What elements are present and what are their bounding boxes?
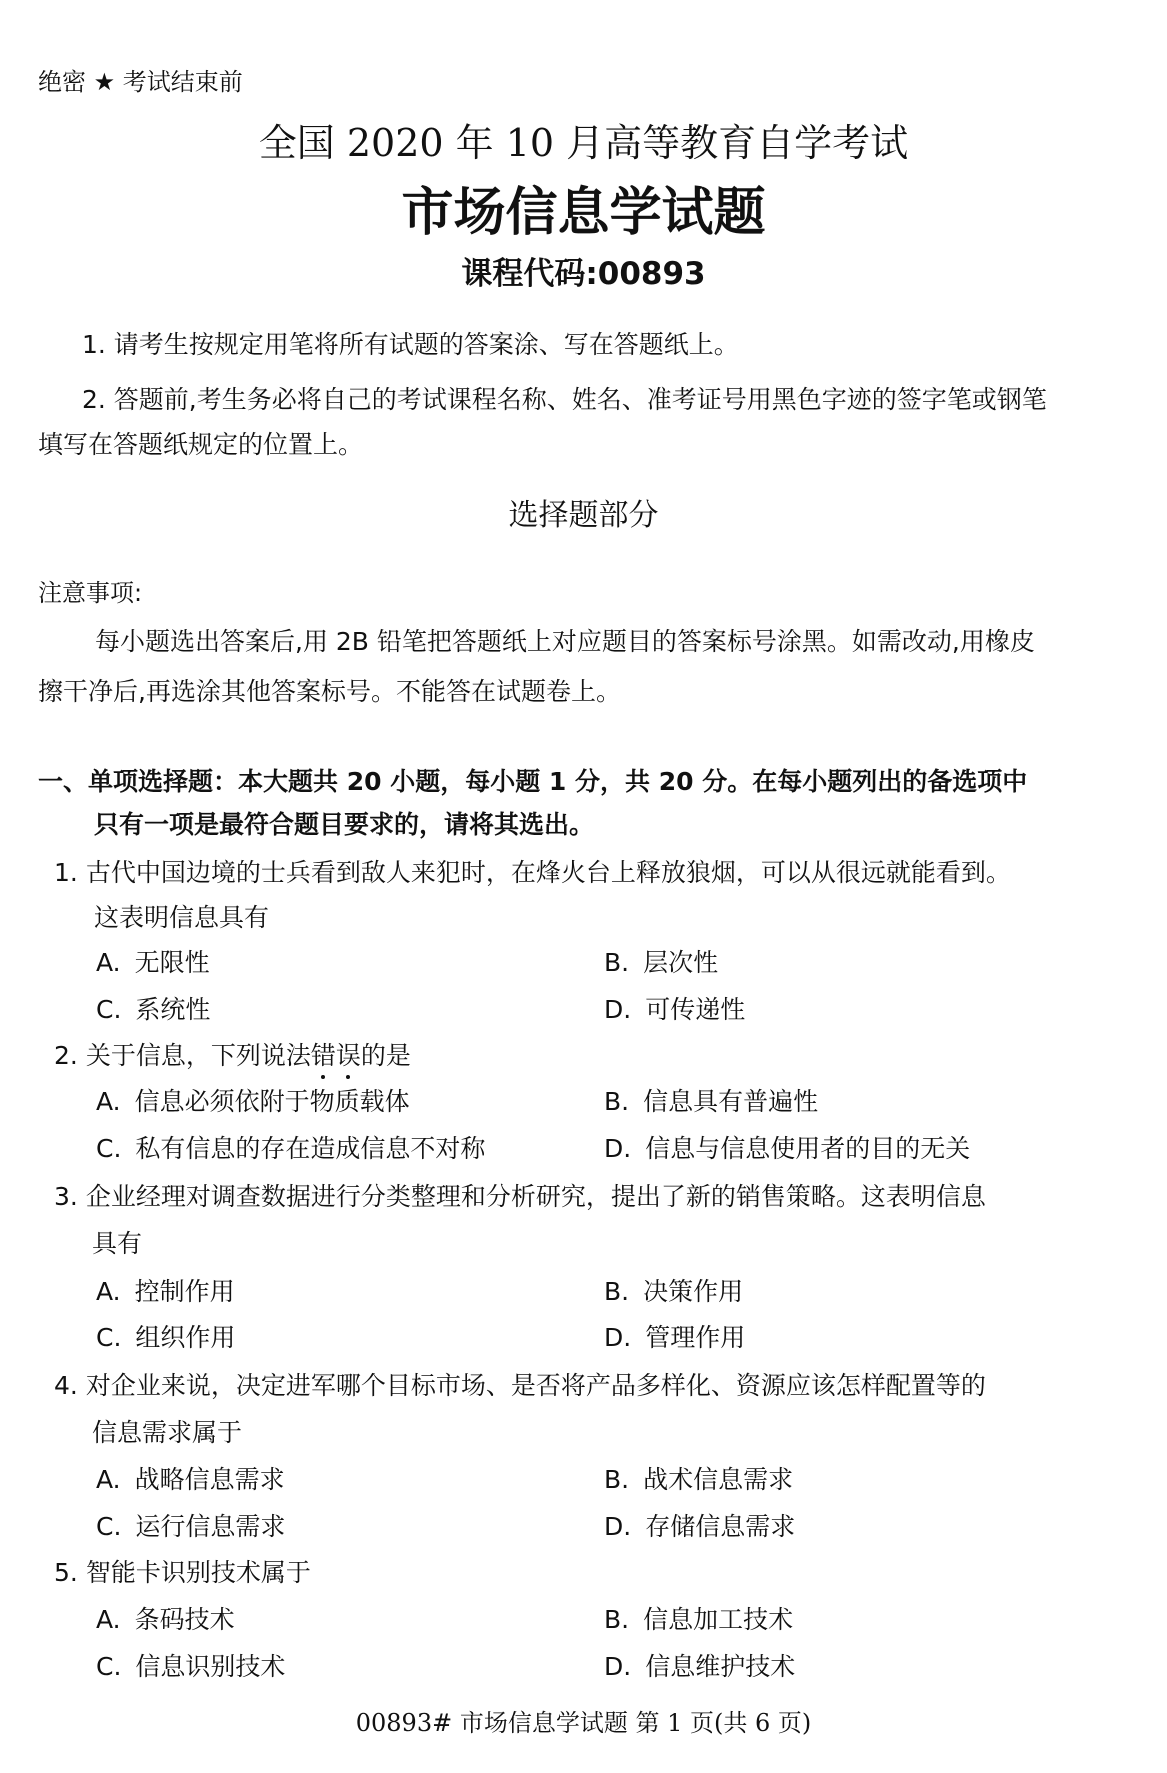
option-text: 组织作用 (135, 1323, 236, 1352)
option-letter: B. (604, 1277, 630, 1306)
option-b (604, 1600, 793, 1636)
option-letter: B. (604, 948, 630, 977)
option-letter: D. (604, 1134, 632, 1163)
option-letter: B. (604, 1087, 630, 1116)
option-letter: A. (96, 1087, 121, 1116)
option-text: 战略信息需求 (134, 1465, 285, 1494)
option-text: 信息维护技术 (645, 1652, 796, 1681)
option-text: 战术信息需求 (643, 1465, 794, 1494)
instruction-1: 1. 请考生按规定用笔将所有试题的答案涂、写在答题纸上。 (82, 330, 739, 359)
option-letter: C. (96, 995, 122, 1024)
option-d (604, 1318, 745, 1354)
option-a (96, 1460, 285, 1496)
notice-line-1: 每小题选出答案后,用 2B 铅笔把答题纸上对应题目的答案标号涂黑。如需改动,用橡皮 (95, 627, 1035, 656)
question-line: 对企业来说，决定进军哪个目标市场、是否将产品多样化、资源应该怎样配置等的 (85, 1371, 986, 1400)
instruction-2-cont: 填写在答题纸规定的位置上。 (38, 430, 364, 459)
instruction-2: 2. 答题前,考生务必将自己的考试课程名称、姓名、准考证号用黑色字迹的签字笔或钢笔 (82, 385, 1047, 414)
question-number: 3. (54, 1182, 78, 1211)
option-letter: D. (604, 1512, 632, 1541)
option-text: 可传递性 (645, 995, 746, 1024)
option-text: 信息加工技术 (643, 1605, 794, 1634)
question-prefix: 关于信息，下列说法 (85, 1041, 311, 1070)
option-text: 管理作用 (645, 1323, 746, 1352)
question-5-text (54, 1553, 311, 1589)
option-text: 系统性 (135, 995, 211, 1024)
question-4-text-cont: 信息需求属于 (92, 1418, 243, 1447)
option-text: 条码技术 (134, 1605, 235, 1634)
question-line: 企业经理对调查数据进行分类整理和分析研究，提出了新的销售策略。这表明信息 (85, 1182, 986, 1211)
question-1-text-cont: 这表明信息具有 (94, 903, 270, 932)
question-3-text-cont: 具有 (92, 1229, 143, 1258)
option-letter: D. (604, 995, 632, 1024)
option-b (604, 1460, 793, 1496)
option-letter: A. (96, 1465, 121, 1494)
option-b (604, 1272, 743, 1308)
option-text: 控制作用 (134, 1277, 235, 1306)
option-c (96, 1129, 485, 1165)
option-letter: B. (604, 1465, 630, 1494)
question-number: 2. (54, 1041, 78, 1070)
option-letter: C. (96, 1134, 122, 1163)
option-letter: C. (96, 1652, 122, 1681)
question-1-text (54, 853, 1011, 889)
subject-title: 市场信息学试题 (401, 183, 766, 243)
option-d (604, 1507, 795, 1543)
question-line: 古代中国边境的士兵看到敌人来犯时，在烽火台上释放狼烟，可以从很远就能看到。 (85, 858, 1011, 887)
option-text: 私有信息的存在造成信息不对称 (135, 1134, 486, 1163)
question-line: 智能卡识别技术属于 (85, 1558, 311, 1587)
option-letter: A. (96, 1605, 121, 1634)
option-b (604, 1082, 818, 1118)
option-text: 层次性 (643, 948, 719, 977)
course-code: 课程代码:00893 (461, 256, 706, 292)
section-title: 选择题部分 (508, 498, 659, 533)
part-one-heading: 一、单项选择题：本大题共 20 小题，每小题 1 分，共 20 分。在每小题列出的备选项中 (38, 767, 1028, 796)
option-a (96, 1272, 235, 1308)
option-text: 存储信息需求 (645, 1512, 796, 1541)
question-number: 4. (54, 1371, 78, 1400)
option-text: 信息与信息使用者的目的无关 (645, 1134, 971, 1163)
option-c (96, 1507, 285, 1543)
page-footer: 00893# 市场信息学试题 第 1 页(共 6 页) (355, 1709, 812, 1737)
option-c (96, 1647, 285, 1683)
notice-label: 注意事项: (38, 579, 143, 607)
option-c (96, 1318, 235, 1354)
question-3-text (54, 1177, 986, 1213)
option-text: 信息必须依附于物质载体 (134, 1087, 410, 1116)
option-text: 运行信息需求 (135, 1512, 286, 1541)
question-number: 1. (54, 858, 78, 887)
option-a (96, 943, 210, 979)
option-a (96, 1600, 235, 1636)
option-letter: D. (604, 1652, 632, 1681)
option-b (604, 943, 718, 979)
emphasis-char: 错 (310, 1041, 336, 1070)
option-d (604, 990, 745, 1026)
option-text: 信息具有普遍性 (643, 1087, 819, 1116)
option-letter: B. (604, 1605, 630, 1634)
emphasis-char: 误 (335, 1041, 361, 1070)
option-letter: A. (96, 1277, 121, 1306)
confidential-notice: 绝密 ★ 考试结束前 (38, 68, 243, 96)
part-one-heading-cont: 只有一项是最符合题目要求的，请将其选出。 (94, 810, 595, 839)
option-letter: A. (96, 948, 121, 977)
option-text: 无限性 (134, 948, 210, 977)
notice-line-2: 擦干净后,再选涂其他答案标号。不能答在试题卷上。 (38, 677, 621, 706)
option-d (604, 1129, 970, 1165)
option-text: 信息识别技术 (135, 1652, 286, 1681)
option-text: 决策作用 (643, 1277, 744, 1306)
question-number: 5. (54, 1558, 78, 1587)
option-a (96, 1082, 410, 1118)
option-letter: C. (96, 1512, 122, 1541)
option-d (604, 1647, 795, 1683)
question-suffix: 的是 (360, 1041, 411, 1070)
exam-title: 全国 2020 年 10 月高等教育自学考试 (258, 121, 909, 165)
option-c (96, 990, 210, 1026)
question-4-text (54, 1366, 986, 1402)
option-letter: D. (604, 1323, 632, 1352)
question-2-text (54, 1036, 411, 1072)
option-letter: C. (96, 1323, 122, 1352)
